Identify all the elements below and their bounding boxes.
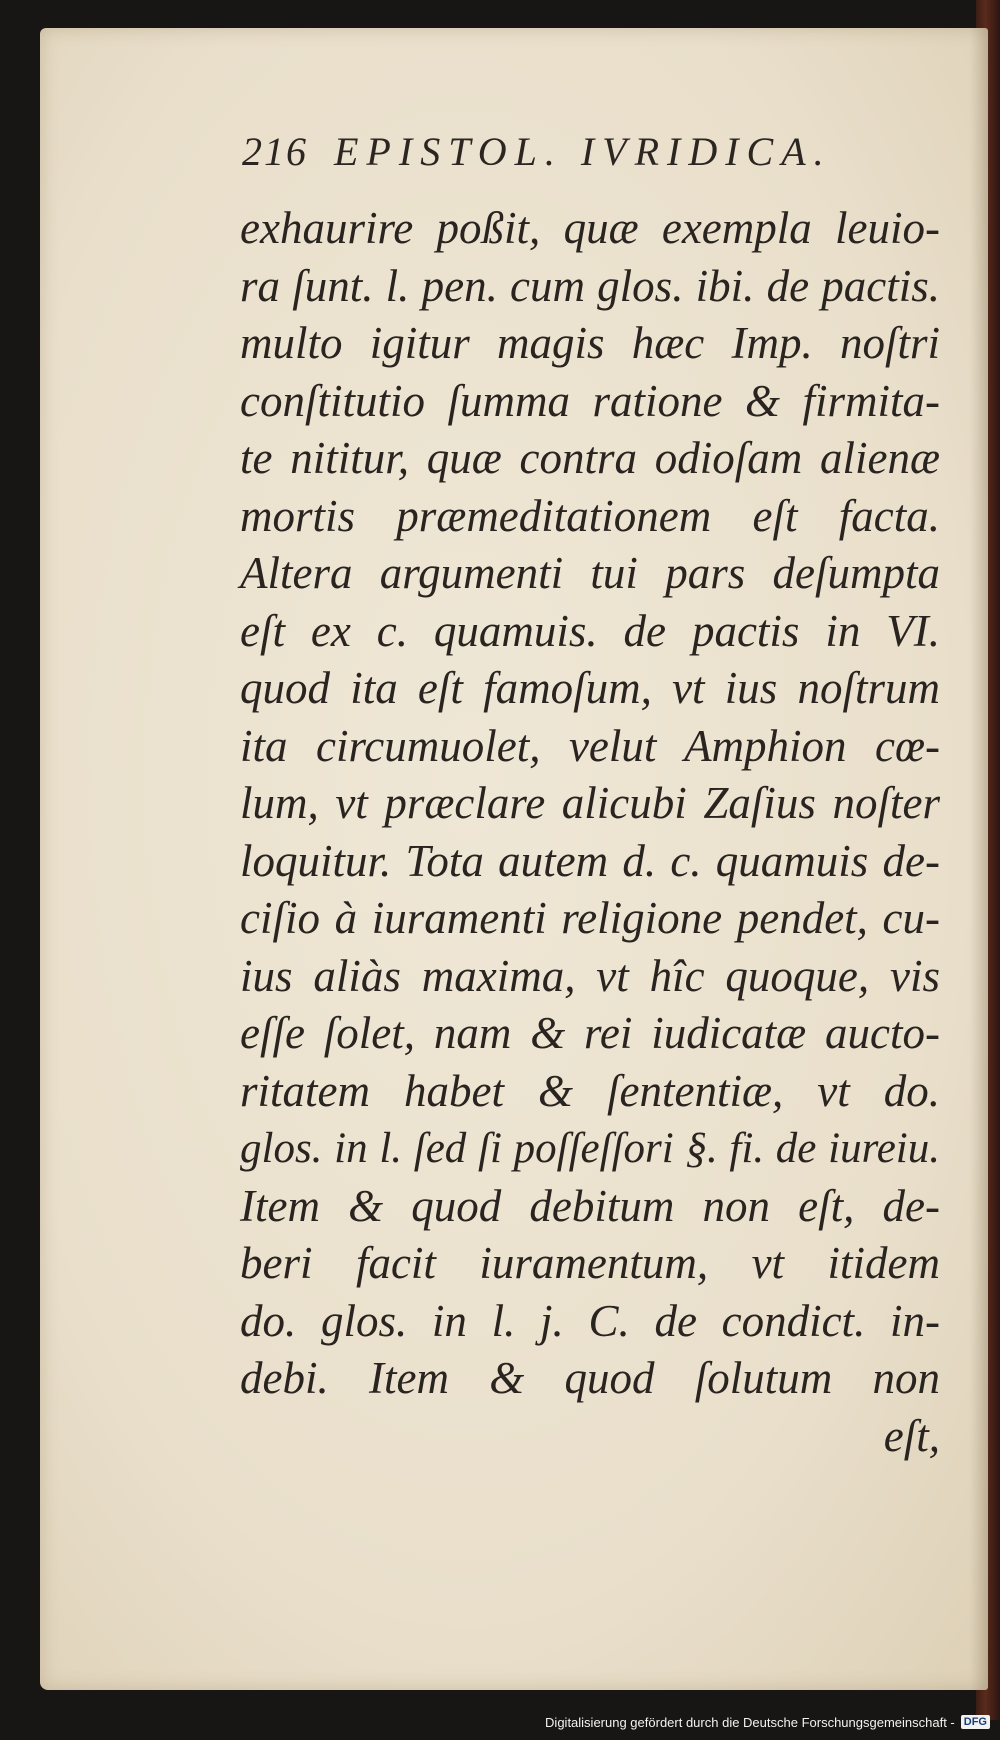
text-line: ita circumuolet, velut Amphion cœ- [240, 720, 940, 771]
text-line: Altera argumenti tui pars deſumpta [240, 548, 940, 598]
page-gutter-shadow [970, 28, 988, 1690]
text-line: lum, vt præclare alicubi Zaſius noſter [240, 778, 940, 828]
text-line: do. glos. in l. j. C. de condict. in- [240, 1295, 940, 1346]
text-line: multo igitur magis hæc Imp. noſtri [240, 318, 940, 368]
text-line: ius aliàs maxima, vt hîc quoque, vis [240, 950, 940, 1001]
text-line: Item & quod debitum non eſt, de- [240, 1180, 940, 1231]
text-line: exhaurire poßit, quæ exempla leuio- [240, 203, 940, 253]
text-line: conſtitutio ſumma ratione & firmita- [240, 375, 940, 426]
running-header [242, 128, 882, 188]
text-line: debi. Item & quod ſolutum non [240, 1353, 940, 1403]
text-line: beri facit iuramentum, vt itidem [240, 1238, 940, 1288]
text-line: eſt ex c. quamuis. de pactis in VI. [240, 605, 940, 656]
catchword: eſt, [883, 1410, 940, 1461]
text-line: eſſe ſolet, nam & rei iudicatæ aucto- [240, 1008, 940, 1058]
running-head-title: EPISTOL. IVRIDICA. [334, 129, 832, 174]
text-line: quod ita eſt famoſum, vt ius noſtrum [240, 663, 940, 713]
body-text [240, 200, 940, 1465]
page-number: 216 [242, 129, 308, 174]
text-line: glos. in l. ſed ſi poſſeſſori §. fi. de iureiu. [240, 1125, 940, 1172]
text-line: te nititur, quæ contra odioſam alienæ [240, 433, 940, 483]
text-line: ritatem habet & ſententiæ, vt do. [240, 1065, 940, 1116]
text-line: ra ſunt. l. pen. cum glos. ibi. de pactis. [240, 260, 940, 311]
dfg-logo: DFG [961, 1715, 990, 1729]
credit-text: Digitalisierung gefördert durch die Deutsche Forschungsgemeinschaft - [545, 1714, 955, 1730]
text-line: ciſio à iuramenti religione pendet, cu- [240, 893, 940, 943]
text-line: mortis præmeditationem eſt facta. [240, 490, 940, 541]
digitization-credit [545, 1710, 990, 1734]
text-line: loquitur. Tota autem d. c. quamuis de- [240, 835, 940, 886]
